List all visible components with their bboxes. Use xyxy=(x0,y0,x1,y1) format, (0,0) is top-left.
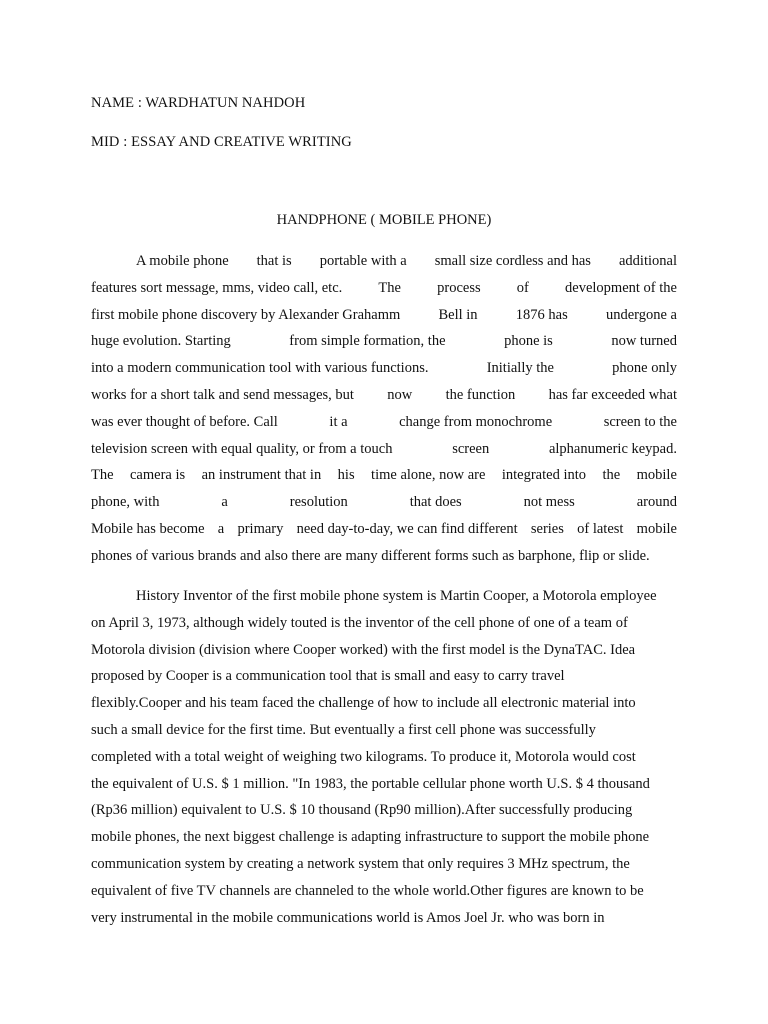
text-segment: works for a short talk and send messages, but xyxy=(91,386,354,403)
text-segment: was ever thought of before. Call xyxy=(91,413,278,430)
text-segment: of latest xyxy=(577,520,624,537)
text-segment: undergone a xyxy=(605,306,677,323)
text-segment: now turned xyxy=(611,333,677,350)
paragraph-2 xyxy=(91,583,677,931)
text-line xyxy=(91,610,677,637)
text-segment: first mobile phone discovery by Alexander Grahamm xyxy=(91,306,401,323)
text-line xyxy=(91,824,677,851)
text-segment: proposed by Cooper is a communication tool that is small and easy to carry travel xyxy=(91,668,565,685)
text-line xyxy=(91,878,677,905)
text-segment: Motorola division (division where Cooper worked) with the first model is the DynaTAC. Idea xyxy=(91,641,636,658)
text-segment: change from monochrome xyxy=(399,413,553,430)
text-line xyxy=(91,744,677,771)
text-segment: huge evolution. Starting xyxy=(91,333,231,350)
text-segment: portable with a xyxy=(319,253,407,269)
text-segment: not mess xyxy=(523,494,575,511)
text-segment: phone is xyxy=(504,333,553,350)
text-line xyxy=(91,436,677,463)
text-segment: features sort message, mms, video call, etc. xyxy=(91,279,343,296)
text-segment: time alone, now are xyxy=(371,467,486,484)
text-segment: television screen with equal quality, or from a touch xyxy=(91,440,393,457)
text-segment: series xyxy=(530,520,564,537)
text-segment: phone, with xyxy=(91,494,160,511)
text-line xyxy=(91,717,677,744)
text-line xyxy=(91,637,677,664)
text-segment: phones of various brands and also there are many different forms such as barphone, flip or slide. xyxy=(91,547,650,564)
text-segment: flexibly.Cooper and his team faced the challenge of how to include all electronic material into xyxy=(91,695,636,712)
text-segment: mobile xyxy=(636,467,677,484)
text-segment: an instrument that in xyxy=(201,467,322,484)
text-segment: such a small device for the first time. But eventually a first cell phone was successfully xyxy=(91,721,596,738)
text-segment: Initially the xyxy=(486,360,554,377)
text-segment: need day-to-day, we can find different xyxy=(296,520,518,537)
text-segment: the xyxy=(602,467,621,484)
text-line xyxy=(91,328,677,355)
text-segment: from simple formation, the xyxy=(289,333,446,350)
essay-title: HANDPHONE ( MOBILE PHONE) xyxy=(276,212,492,228)
text-segment: (Rp36 million) equivalent to U.S. $ 10 thousand (Rp90 million).After successfully producing xyxy=(91,802,633,819)
text-segment: screen to the xyxy=(603,413,677,430)
text-segment: A mobile phone xyxy=(136,253,229,269)
text-segment: that is xyxy=(256,253,292,269)
text-segment: it a xyxy=(329,413,348,430)
text-segment: resolution xyxy=(289,494,348,511)
text-segment: primary xyxy=(237,520,284,537)
text-segment: integrated into xyxy=(501,467,586,484)
text-segment: mobile phones, the next biggest challenge is adapting infrastructure to support the mobile phone xyxy=(91,829,650,846)
text-line xyxy=(91,851,677,878)
text-line xyxy=(91,797,677,824)
text-segment: the equivalent of U.S. $ 1 million. "In 1983, the portable cellular phone worth U.S. $ 4 thousand xyxy=(91,775,650,792)
text-line xyxy=(91,771,677,798)
text-segment: phone only xyxy=(612,360,677,377)
paragraph-1 xyxy=(91,248,677,570)
text-segment: now xyxy=(387,386,413,403)
text-segment: alphanumeric keypad. xyxy=(548,440,677,457)
text-segment: communication system by creating a network system that only requires 3 MHz spectrum, the xyxy=(91,855,630,872)
text-segment: equivalent of five TV channels are channeled to the whole world.Other figures are known to be xyxy=(91,882,644,899)
text-segment: Mobile has become xyxy=(91,520,205,537)
text-segment: small size cordless and has xyxy=(434,253,591,269)
text-segment: into a modern communication tool with various functions. xyxy=(91,360,429,377)
text-segment: on April 3, 1973, although widely touted is the inventor of the cell phone of one of a team of xyxy=(91,614,628,631)
text-line xyxy=(91,409,677,436)
text-segment: of xyxy=(516,279,529,296)
text-line xyxy=(91,302,677,329)
text-segment: History Inventor of the first mobile phone system is Martin Cooper, a Motorola employee xyxy=(136,588,657,604)
assignment-line: MID : ESSAY AND CREATIVE WRITING xyxy=(91,134,352,150)
text-line xyxy=(91,663,677,690)
text-segment: camera is xyxy=(130,467,186,484)
text-segment: his xyxy=(337,467,355,484)
text-segment: development of the xyxy=(565,279,677,296)
text-line xyxy=(91,583,677,610)
text-line xyxy=(91,382,677,409)
text-segment: Bell in xyxy=(438,306,478,323)
text-line xyxy=(91,248,677,275)
text-segment: a xyxy=(217,520,225,537)
text-line xyxy=(91,462,677,489)
text-segment: a xyxy=(221,494,228,511)
text-segment: has far exceeded what xyxy=(548,386,677,403)
text-segment: completed with a total weight of weighing two kilograms. To produce it, Motorola would cost xyxy=(91,748,636,765)
text-segment: screen xyxy=(452,440,490,457)
text-segment: that does xyxy=(409,494,462,511)
text-line xyxy=(91,905,677,932)
text-line xyxy=(91,355,677,382)
text-segment: around xyxy=(636,494,677,511)
text-line xyxy=(91,690,677,717)
text-segment: additional xyxy=(618,253,677,269)
text-segment: very instrumental in the mobile communications world is Amos Joel Jr. who was born in xyxy=(91,909,605,926)
text-segment: The xyxy=(378,279,401,296)
text-segment: the function xyxy=(445,386,516,403)
text-line xyxy=(91,489,677,516)
text-line xyxy=(91,543,677,570)
text-segment: process xyxy=(437,279,481,296)
text-segment: mobile xyxy=(636,520,677,537)
text-segment: 1876 has xyxy=(515,306,568,323)
text-line xyxy=(91,516,677,543)
text-line xyxy=(91,275,677,302)
student-name-line: NAME : WARDHATUN NAHDOH xyxy=(91,95,306,111)
text-segment: The xyxy=(91,467,114,484)
